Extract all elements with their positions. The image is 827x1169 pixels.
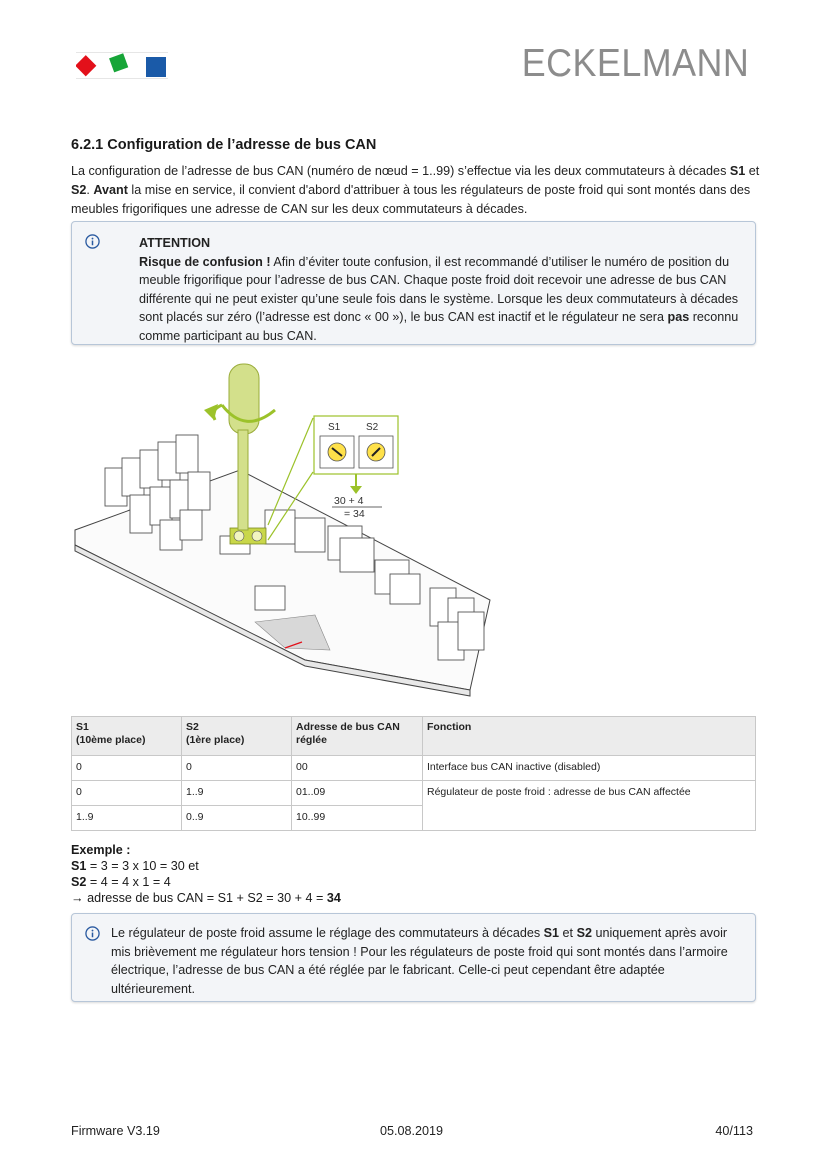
s1-label: S1 bbox=[328, 422, 341, 433]
header-s1: S1 (10ème place) bbox=[72, 717, 182, 756]
brand-wordmark: ECKELMANN bbox=[521, 42, 749, 85]
attention-body bbox=[139, 234, 749, 345]
intro-paragraph: La configuration de l’adresse de bus CAN (numéro de nœud = 1..99) s’effectue via les deux commutateurs à décades S1 et S2. Avant la mise en service, il convient d'abord d'attribuer à tous les régulateurs de poste froid qui sont montés dans des meubles frigorifiques une adresse de CAN sur les deux commutateurs à décades. bbox=[71, 164, 760, 216]
footer-date: 05.08.2019 bbox=[380, 1124, 444, 1138]
example-line-3: → adresse de bus CAN = S1 + S2 = 30 + 4 = 34 bbox=[71, 891, 341, 905]
attention-title: ATTENTION bbox=[139, 236, 211, 250]
info-icon bbox=[85, 926, 100, 941]
result-text: = 34 bbox=[344, 508, 365, 520]
header-function: Fonction bbox=[423, 717, 756, 756]
s2-label: S2 bbox=[366, 422, 379, 433]
section-title: 6.2.1 Configuration de l’adresse de bus CAN bbox=[71, 137, 377, 153]
example-block bbox=[71, 842, 341, 906]
attention-note bbox=[71, 221, 756, 345]
can-address-illustration bbox=[70, 360, 565, 700]
attention-text: Risque de confusion ! Afin d’éviter toute confusion, il est recommandé d’utiliser le numéro de position du meuble frigorifique pour l’adresse de bus CAN. Chaque poste froid doit recevoir une adresse de bus CAN différente qui ne peut exister qu’une seule fois dans le système. Lorsque les deux commutateurs à décades sont placés sur zéro (l’adresse est donc « 00 »), le bus CAN est inactif et le régulateur ne sera pas reconnu comme participant au bus CAN. bbox=[139, 254, 739, 343]
table-row: 0 0 00 Interface bus CAN inactive (disabled) bbox=[72, 756, 756, 781]
footer-page: 40/113 bbox=[715, 1124, 753, 1138]
table-row: 0 1..9 01..09 Régulateur de poste froid : adresse de bus CAN affectée bbox=[72, 781, 756, 806]
info-note-text: Le régulateur de poste froid assume le réglage des commutateurs à décades S1 et S2 uniquement après avoir mis brièvement me régulateur hors tension ! Pour les régulateurs de poste froid qui sont montés dans l’armoire électrique, l’adresse de bus CAN a été réglée par le fabricant. Celle-ci peut cependant être adaptée ultérieurement. bbox=[111, 926, 728, 996]
info-icon bbox=[85, 234, 100, 249]
can-address-table bbox=[71, 716, 756, 831]
table-header-row bbox=[72, 717, 756, 756]
example-line-1: S1 = 3 = 3 x 10 = 30 et bbox=[71, 859, 199, 873]
switch-detail-callout bbox=[314, 416, 398, 474]
table-row: 1..9 0..9 10..99 bbox=[72, 806, 756, 831]
footer-firmware: Firmware V3.19 bbox=[71, 1124, 160, 1138]
eckelmann-logo-squares bbox=[76, 52, 168, 79]
header-s2: S2 (1ère place) bbox=[182, 717, 292, 756]
example-line-2: S2 = 4 = 4 x 1 = 4 bbox=[71, 875, 171, 889]
example-title: Exemple : bbox=[71, 843, 131, 857]
header-address: Adresse de bus CAN réglée bbox=[292, 717, 423, 756]
sum-text: 30 + 4 bbox=[334, 495, 364, 507]
info-note bbox=[71, 913, 756, 1002]
